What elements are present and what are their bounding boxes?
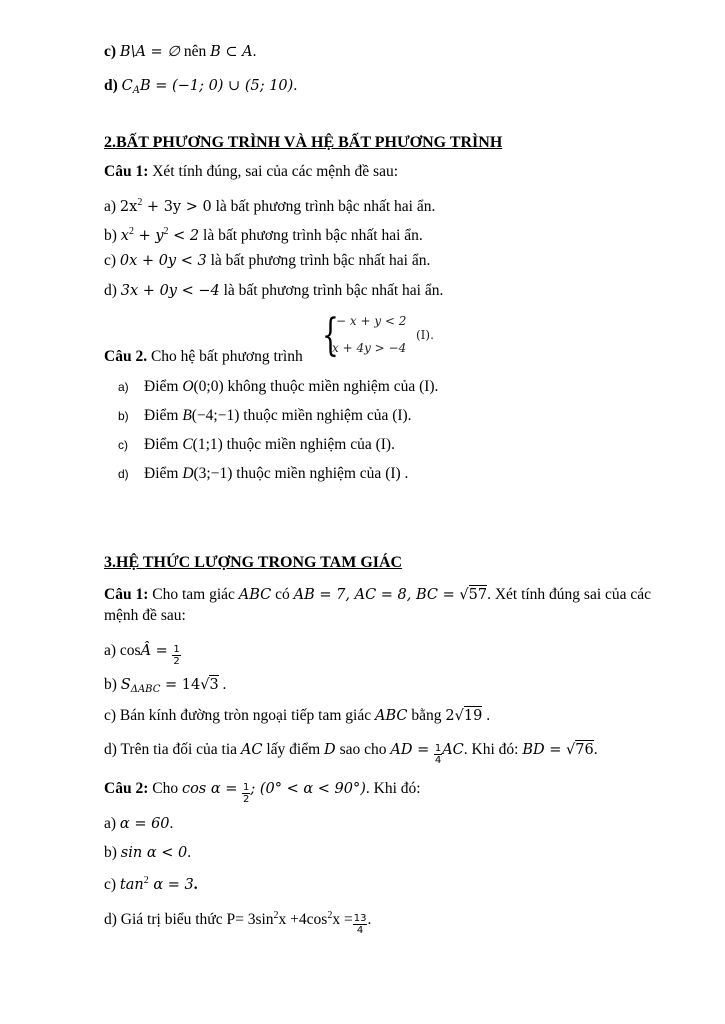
text: (3;−1) thuộc miền nghiệm của (I) .: [193, 465, 409, 482]
text: Cho hệ bất phương trình: [147, 348, 303, 365]
item-label: a): [118, 380, 129, 394]
sec3-q2-b: [104, 843, 191, 863]
text: . Xét tính đúng sai của các: [487, 586, 652, 603]
math-radicand: 3: [209, 677, 219, 693]
inequality-system: [322, 308, 452, 364]
section-heading-2: 2.BẤT PHƯƠNG TRÌNH VÀ HỆ BẤT PHƯƠNG TRÌNH: [104, 134, 503, 151]
sec3-q2-d: [104, 906, 371, 936]
denominator: 2: [243, 794, 250, 805]
text: x =: [332, 911, 353, 928]
system-row-2: x + 4y > −4: [332, 341, 407, 355]
point-name: O: [182, 378, 194, 395]
math-sub: ΔABC: [130, 684, 161, 695]
math-expr: B ⊂ A: [210, 44, 253, 60]
sec3-q1-a: [104, 641, 181, 667]
math-expr: ABC: [238, 587, 272, 603]
sec2-question-1: [104, 162, 398, 182]
math-sup: 2: [273, 910, 279, 921]
text: Xét tính đúng, sai của các mệnh đề sau:: [148, 163, 399, 180]
text: (0;0) không thuộc miền nghiệm của (I).: [193, 378, 439, 395]
text: Cho tam giác: [148, 586, 239, 603]
math-expr: + 3y > 0: [142, 199, 212, 215]
question-label: Câu 1:: [104, 163, 149, 180]
math-expr: AC: [442, 742, 464, 758]
text: . Khi đó:: [365, 780, 421, 797]
math-expr: AC: [240, 742, 263, 758]
text: Điểm: [144, 465, 183, 482]
sec3-question-2: [104, 779, 421, 805]
item-label: d): [104, 282, 121, 299]
math-sup: 2: [327, 910, 333, 921]
fraction: [172, 644, 180, 667]
question-label: Câu 2:: [104, 780, 149, 797]
math-sup: 2: [128, 226, 134, 237]
text: .: [193, 876, 198, 893]
math-expr: = 14√: [160, 677, 210, 693]
text: là bất phương trình bậc nhất hai ẩn.: [199, 227, 423, 244]
numerator: 13: [353, 913, 367, 924]
sec2-q1-b: [104, 222, 423, 246]
system-tag: (I).: [416, 328, 434, 342]
math-expr: B = (−1; 0) ∪ (5; 10): [140, 78, 294, 94]
sec2-question-2: [104, 347, 303, 367]
text: là bất phương trình bậc nhất hai ẩn.: [219, 282, 444, 299]
fraction: [353, 913, 368, 936]
numerator: 1: [434, 743, 442, 754]
item-label: a) cos: [104, 642, 141, 659]
sec2-q2-d: [118, 464, 408, 484]
item-label: d): [104, 77, 118, 94]
section-heading-3: 3.HỆ THỨC LƯỢNG TRONG TAM GIÁC: [104, 554, 403, 571]
text: . Khi đó:: [463, 741, 523, 758]
item-label: c): [104, 43, 117, 60]
math-expr: cos α =: [181, 781, 243, 797]
text: Điểm: [144, 436, 183, 453]
math-expr: Â =: [140, 643, 173, 659]
text: .: [293, 77, 298, 94]
item-label: a): [104, 815, 120, 832]
math-expr: tan: [119, 877, 144, 893]
item-label: c): [118, 438, 128, 452]
math-expr: 2x: [119, 199, 138, 215]
text: c) Bán kính đường tròn ngoại tiếp tam giác: [104, 707, 375, 724]
math-expr: B\A = ∅: [119, 44, 180, 60]
text: .: [367, 911, 372, 928]
left-brace-icon: {: [322, 310, 339, 361]
sec1-item-c: [104, 42, 256, 62]
text: bằng: [407, 707, 446, 724]
sec2-q2-a: [118, 377, 438, 397]
item-label: b): [118, 409, 129, 423]
item-label: c): [104, 876, 120, 893]
text: .: [252, 43, 257, 60]
math-expr: + y: [133, 228, 164, 244]
math-sup: 2: [137, 197, 143, 208]
math-expr: ABC: [375, 708, 408, 724]
math-expr: x: [120, 228, 129, 244]
math-sup: 2: [143, 875, 149, 886]
sec2-q2-c: [118, 435, 395, 455]
item-label: a): [104, 198, 120, 215]
sec3-q1-c: [104, 706, 490, 726]
math-expr: α = 60: [119, 816, 170, 832]
math-radicand: 19: [463, 708, 483, 724]
math-radicand: 76: [575, 742, 594, 758]
point-name: C: [182, 436, 193, 453]
text: nên: [179, 43, 211, 60]
item-label: b): [104, 227, 121, 244]
text: .: [187, 844, 192, 861]
numerator: 1: [243, 782, 250, 793]
math-expr: 3x + 0y < −4: [120, 283, 220, 299]
sec3-q1-b: [104, 675, 226, 700]
text: .: [593, 741, 598, 758]
math-expr: BD = √: [522, 742, 576, 758]
denominator: 2: [173, 656, 180, 667]
text: Điểm: [144, 407, 183, 424]
text: là bất phương trình bậc nhất hai ẩn.: [211, 198, 436, 215]
sec1-item-d: [104, 76, 297, 101]
text: lấy điểm: [262, 741, 325, 758]
math-expr: 2√: [445, 708, 464, 724]
item-label: b): [104, 844, 121, 861]
text: .: [482, 707, 491, 724]
sec3-q2-c: [104, 871, 198, 895]
math-expr: C: [121, 78, 133, 94]
text: .: [218, 676, 227, 693]
math-sup: 2: [163, 226, 169, 237]
text: sao cho: [335, 741, 391, 758]
math-expr: AD =: [390, 742, 434, 758]
system-row-1: − x + y < 2: [336, 314, 407, 328]
sec2-q1-a: [104, 193, 435, 217]
math-sub: A: [132, 85, 141, 96]
math-expr: AB = 7, AC = 8, BC = √: [293, 587, 469, 603]
item-label: b): [104, 676, 121, 693]
text: (1;1) thuộc miền nghiệm của (I).: [192, 436, 395, 453]
text: là bất phương trình bậc nhất hai ẩn.: [206, 252, 431, 269]
text: Cho: [148, 780, 182, 797]
fraction: [434, 743, 442, 766]
sec2-q1-c: [104, 251, 430, 271]
math-expr: < 2: [168, 228, 200, 244]
sec3-q2-a: [104, 814, 173, 834]
denominator: 4: [434, 755, 442, 766]
sec3-question-1: [104, 585, 651, 605]
denominator: 4: [356, 925, 364, 936]
sec2-q2-b: [118, 406, 412, 426]
sec3-q1-d: [104, 740, 598, 766]
math-expr: 0x + 0y < 3: [119, 253, 207, 269]
sec3-q1-line2: mệnh đề sau:: [104, 607, 186, 624]
text: .: [169, 815, 174, 832]
math-expr: ; (0° < α < 90°): [250, 781, 366, 797]
text: (−4;−1) thuộc miền nghiệm của (I).: [191, 407, 412, 424]
point-name: D: [182, 465, 194, 482]
sec2-q1-d: [104, 281, 443, 301]
math-expr: α = 3: [148, 877, 194, 893]
math-expr: D: [324, 742, 336, 758]
question-label: Câu 1:: [104, 586, 149, 603]
numerator: 1: [173, 644, 180, 655]
text: d) Trên tia đối của tia: [104, 741, 241, 758]
text: x +4cos: [278, 911, 328, 928]
text: có: [271, 586, 294, 603]
question-label: Câu 2.: [104, 348, 148, 365]
math-expr: sin α < 0: [120, 845, 188, 861]
item-label: c): [104, 252, 120, 269]
text: d) Giá trị biểu thức P= 3sin: [104, 911, 274, 928]
point-name: B: [182, 407, 192, 424]
math-expr: S: [120, 677, 131, 693]
text: Điểm: [144, 378, 183, 395]
item-label: d): [118, 467, 129, 481]
math-radicand: 57: [468, 587, 488, 603]
